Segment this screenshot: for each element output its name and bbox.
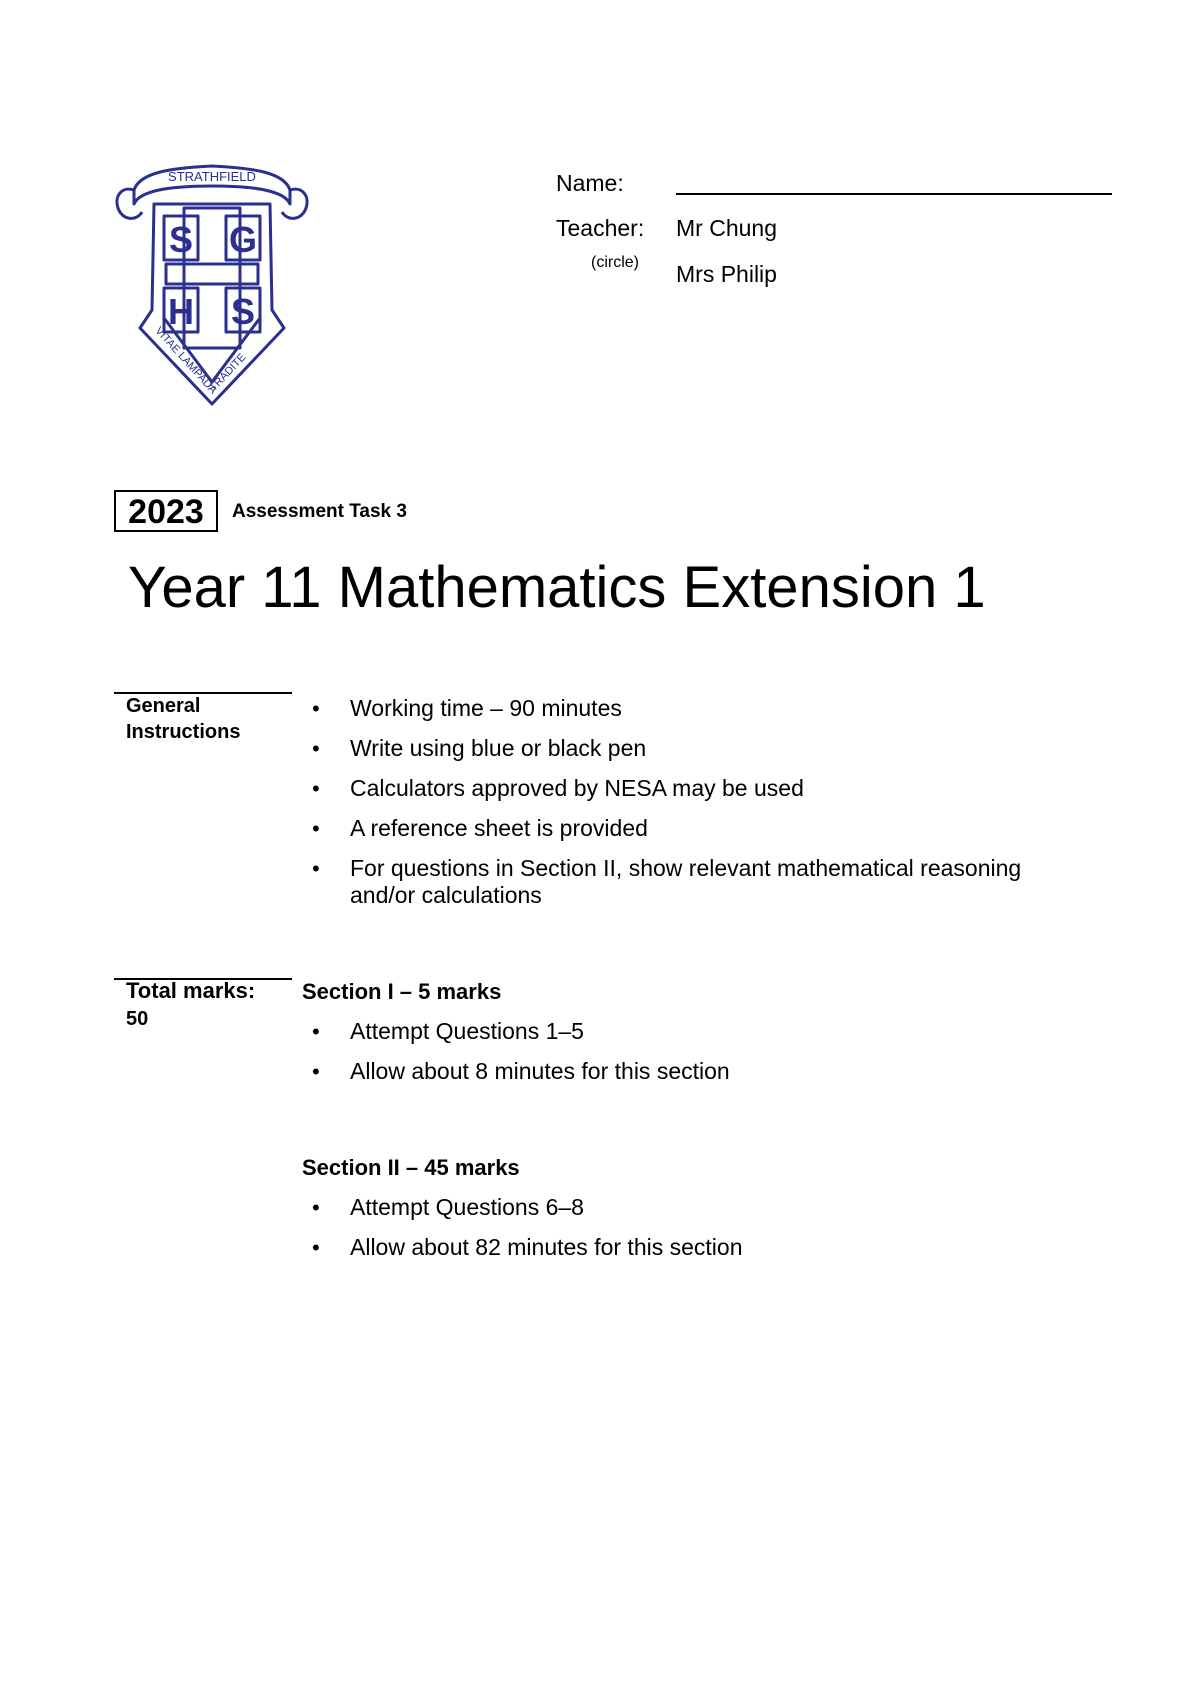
section-2-list — [302, 1194, 1082, 1274]
circle-note: (circle) — [591, 254, 639, 271]
teacher-label: Teacher: — [556, 215, 645, 241]
assessment-task-label: Assessment Task 3 — [232, 501, 407, 522]
section-2-item: • Attempt Questions 6–8 — [302, 1194, 1082, 1221]
section-2-item: • Allow about 82 minutes for this section — [302, 1234, 1082, 1261]
instruction-item: • Working time – 90 minutes — [302, 695, 1082, 722]
crest-letter-h: H — [168, 291, 194, 332]
instruction-item: • Write using blue or black pen — [302, 735, 1082, 762]
instruction-item: • Calculators approved by NESA may be used — [302, 775, 1082, 802]
school-crest-logo — [112, 160, 312, 410]
crest-letter-g: G — [228, 219, 258, 260]
year-box: 2023 — [114, 490, 218, 532]
name-label: Name: — [556, 170, 624, 196]
instruction-item: • A reference sheet is provided — [302, 815, 1082, 842]
crest-letter-s: S — [168, 219, 194, 260]
name-field-line[interactable] — [676, 193, 1112, 195]
total-marks-value: 50 — [126, 1008, 149, 1030]
crest-letter-s2: S — [230, 291, 256, 332]
svg-text:VITAE LAMPADA TRADITE — [152, 325, 248, 397]
crest-motto: VITAE LAMPADA TRADITE — [152, 324, 249, 397]
section-1-heading: Section I – 5 marks — [302, 979, 502, 1004]
page-title: Year 11 Mathematics Extension 1 — [128, 555, 986, 620]
teacher-option-2[interactable]: Mrs Philip — [676, 261, 777, 287]
total-marks-heading: Total marks: — [126, 978, 256, 1003]
section-2-heading: Section II – 45 marks — [302, 1155, 520, 1180]
crest-banner-text: STRATHFIELD — [168, 169, 256, 184]
section-1-item: • Attempt Questions 1–5 — [302, 1018, 1082, 1045]
general-instructions-heading: General Instructions — [126, 695, 241, 743]
instruction-item: • For questions in Section II, show relevant mathematical reasoning and/or calculations — [302, 855, 1082, 909]
section-1-item: • Allow about 8 minutes for this section — [302, 1058, 1082, 1085]
general-instructions-list — [302, 695, 1082, 922]
section-1-list — [302, 1018, 1082, 1098]
teacher-option-1[interactable]: Mr Chung — [676, 215, 777, 241]
